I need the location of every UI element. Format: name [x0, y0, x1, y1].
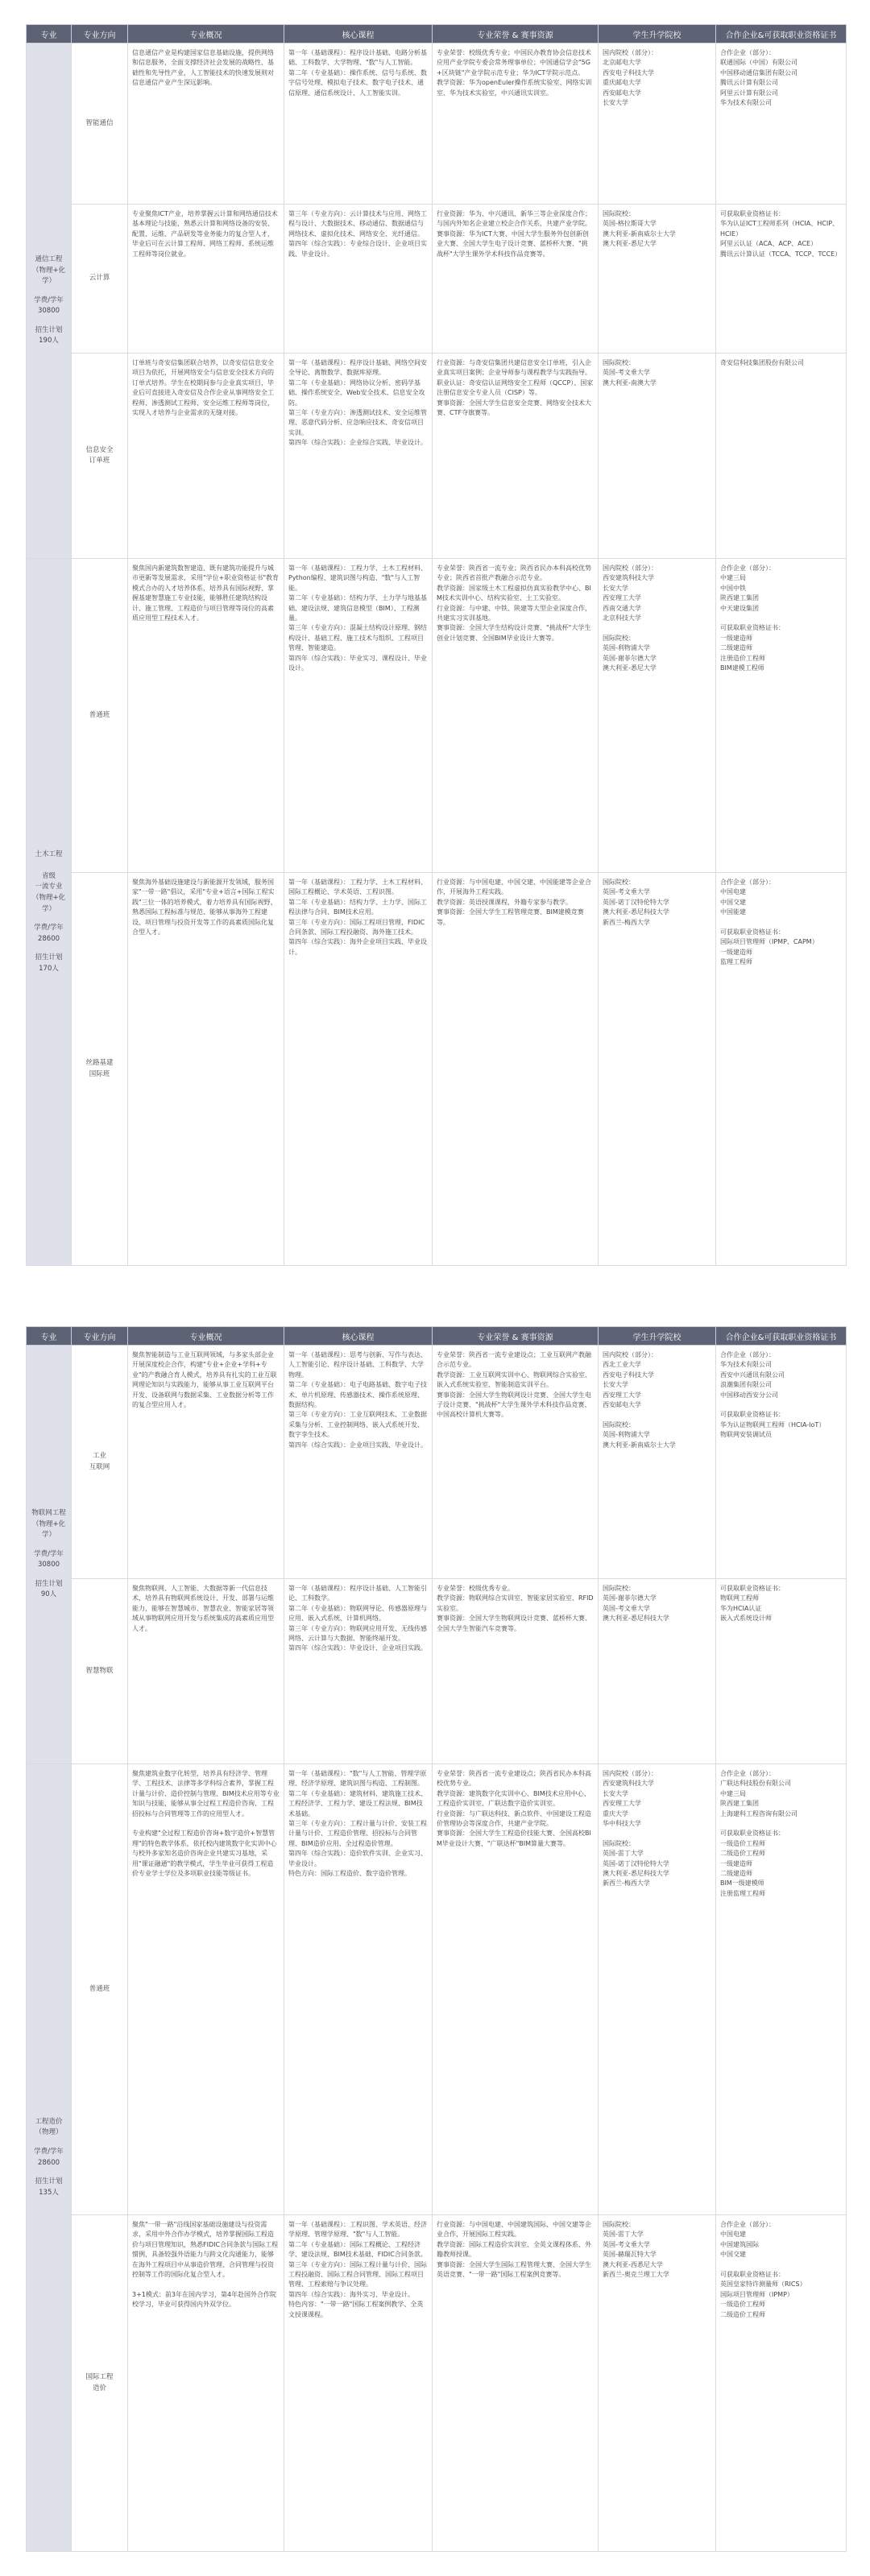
- major-quota: 招生计划 90人: [35, 1579, 63, 1599]
- direction-universities: 国内院校（部分）： 北京邮电大学 西安电子科技大学 重庆邮电大学 西安邮电大学 长安大学: [599, 43, 716, 205]
- table-row: [27, 43, 847, 205]
- direction-enterprises: 合作企业（部分）： 中国电建 中国建筑国际 中国交建 可获取职业资格证书： 英国皇家特许测量师（RICS） 国际项目管理师（IPMP） 一级造价工程师 二级造价工程师: [716, 2215, 847, 2552]
- major-quota: 招生计划 190人: [35, 325, 63, 345]
- major-name: 土木工程 省级 一流专业 （物理+化学）: [31, 850, 66, 913]
- direction-courses: 第一年（基础课程）：程序设计基础、网络空间安全导论、离散数学、数据库原理。 第二年（专业基础）：网络协议分析、密码学基础、操作系统安全、Web安全技术、信息安全攻防。 第三年（专业方向）：渗透测试技术、安全运维管理、恶意代码分析、应急响应技术、奇安信项目实训。 第四年（综合实践）：企业综合实践、毕业设计。: [284, 354, 433, 559]
- direction-overview: 聚焦海外基础设施建设与新能源开发领域，服务国家"一带一路"倡议，采用"专业+语言+国际工程实践"三位一体的培养模式，着力培养具有国际视野、熟悉国际工程标准与规范、能够从事海外工程建设、项目管理与投资开发等工作的高素质国际化复合型人才。: [128, 873, 284, 1266]
- direction-enterprises: 合作企业（部分）： 广联达科技股份有限公司 中建三局 陕西建工集团 上海建科工程咨询有限公司 可获取职业资格证书： 一级造价工程师 二级造价工程师 一级建造师 二级建造师 BIM一级建模师 注册监理工程师: [716, 1764, 847, 2215]
- direction-honors: 专业荣誉：陕西省一流专业建设点；工业互联网产教融合示范专业。 教学资源：工业互联网实训中心、物联网综合实验室、嵌入式系统实验室、智能制造实训平台。 赛事资源：全国大学生物联网设计竞赛、全国大学生电子设计竞赛、"挑战杯"大学生课外学术科技作品竞赛、中国高校计算机大赛等。: [433, 1346, 599, 1579]
- header-major: 专业: [27, 25, 72, 43]
- major-cell: [27, 1346, 72, 1764]
- direction-name: 云计算: [72, 205, 128, 354]
- major-tuition: 学费/学年 28600: [34, 2147, 64, 2167]
- program-table: [26, 24, 847, 1266]
- direction-honors: 行业资源：华为、中兴通讯、新华三等企业深度合作；与国内外知名企业建立校企合作关系，共建产业学院。 赛事资源：华为ICT大赛、中国大学生服务外包创新创业大赛、全国大学生电子设计竞赛、蓝桥杯大赛、"挑战杯"大学生课外学术科技作品竞赛等。: [433, 205, 599, 354]
- direction-courses: 第三年（专业方向）：云计算技术与应用、网络工程与设计、大数据技术、移动通信、数据通信与网络技术、虚拟化技术、网络安全、光纤通信。 第四年（综合实践）：专业综合设计、企业项目实践、毕业设计。: [284, 205, 433, 354]
- direction-courses: 第一年（基础课程）：工程识图、学术英语、经济学原理、管理学原理、"数"与人工智能。 第二年（专业基础）：国际工程概论、工程经济学、建设法规、BIM技术基础、FIDIC合同条款。 第三年（专业方向）：国际工程计量与计价、国际工程投融资、国际工程合同管理、国际工程项目管理、工程索赔与争议处理。 第四年（综合实践）：海外实习、毕业设计。 特色内容："一带一路"国际工程案例教学、全英文授课课程。: [284, 2215, 433, 2552]
- direction-name: 智能通信: [72, 43, 128, 205]
- table-row: [27, 354, 847, 559]
- direction-overview: 信息通信产业是构建国家信息基础设施，提供网络和信息服务，全面支撑经济社会发展的战略性、基础性和先导性产业，人工智能技术的快速发展则对信息通信产业产生深远影响。: [128, 43, 284, 205]
- direction-universities: 国内院校（部分）： 西北工业大学 西安电子科技大学 长安大学 西安理工大学 西安邮电大学 国际院校： 英国-利物浦大学 澳大利亚-新南威尔士大学: [599, 1346, 716, 1579]
- header-overview: 专业概况: [128, 1327, 284, 1346]
- table-row: [27, 559, 847, 873]
- direction-universities: 国际院校： 英国-格拉斯哥大学 澳大利亚-新南威尔士大学 澳大利亚-悉尼大学: [599, 205, 716, 354]
- direction-enterprises: 合作企业（部分）： 中建三局 中国中铁 陕西建工集团 中天建设集团 可获取职业资格证书： 一级建造师 二级建造师 注册造价工程师 BIM建模工程师: [716, 559, 847, 873]
- table-row: [27, 873, 847, 1266]
- direction-honors: 专业荣誉：校级优秀专业；中国民办教育协会信息技术应用产业学院专委会常务理事单位；中国通信学会"5G+区块链"产业学院示范专业；华为ICT学院示范点。 教学资源：华为openEuler操作系统实验室、网络实训室、华为技术实验室，中兴通讯实训室。: [433, 43, 599, 205]
- direction-courses: 第一年（基础课程）：思考与创新、写作与表达、人工智能引论、程序设计基础、工科数学、大学物理。 第二年（专业基础）：电子电路基础、数字电子技术、单片机原理、传感器技术、操作系统原理、数据结构。 第三年（专业方向）：工业互联网技术、工业数据采集与分析、工业控制网络、嵌入式系统开发、数字孪生技术。 第四年（综合实践）：企业项目实践、毕业设计。: [284, 1346, 433, 1579]
- header-enterprises: 合作企业&可获取职业资格证书: [716, 25, 847, 43]
- direction-courses: 第一年（基础课程）：工程力学、土木工程材料、Python编程、建筑识图与构造、"数"与人工智能。 第二年（专业基础）：结构力学、土力学与地基基础、建设法规、建筑信息模型（BIM）、工程测量。 第三年（专业方向）：混凝土结构设计原理、钢结构设计、基础工程、施工技术与组织、工程项目管理、智能建造。 第四年（综合实践）：毕业实习、课程设计、毕业设计。: [284, 559, 433, 873]
- direction-enterprises: 可获取职业资格证书： 物联网工程师 华为HCIA认证 嵌入式系统设计师: [716, 1579, 847, 1764]
- direction-overview: 专业聚焦ICT产业，培养掌握云计算和网络通信技术基本理论与技能，熟悉云计算和网络设备的安装、配置、运维、产品研发等业务能力的复合型人才，毕业后可在云计算工程师、网络工程师、系统运维工程师等岗位就业。: [128, 205, 284, 354]
- table-row: [27, 205, 847, 354]
- header-direction: 专业方向: [72, 1327, 128, 1346]
- header-courses: 核心课程: [284, 25, 433, 43]
- table-row: [27, 1579, 847, 1764]
- table-header-row: [27, 25, 847, 43]
- table-row: [27, 1346, 847, 1579]
- header-universities: 学生升学院校: [599, 25, 716, 43]
- header-honors: 专业荣誉 & 赛事资源: [433, 1327, 599, 1346]
- major-tuition: 学费/学年 28600: [34, 924, 64, 943]
- direction-honors: 行业资源：与中国电建、中国建筑国际、中国交建等企业合作，开展国际工程实践。 教学资源：国际工程造价实训室、全英文课程体系、外籍教师授课。 赛事资源：全国大学生国际工程管理大赛、全国大学生英语竞赛、"一带一路"国际工程案例竞赛等。: [433, 2215, 599, 2552]
- major-tuition: 学费/学年 30800: [34, 1549, 64, 1569]
- major-quota: 招生计划 170人: [35, 953, 63, 973]
- direction-overview: 订单班与奇安信集团联合培养，以奇安信信息安全项目为依托，开展网络安全与信息安全技术方向的订单式培养。学生在校期间参与企业真实项目，毕业后可直接进入奇安信及合作企业从事网络安全工程师、渗透测试工程师、安全运维工程师等岗位，实现人才培养与企业需求的无缝对接。: [128, 354, 284, 559]
- program-table-block-1: [26, 24, 846, 1264]
- direction-name: 工业 互联网: [72, 1346, 128, 1579]
- major-name: 物联网工程 （物理+化学）: [31, 1508, 66, 1540]
- direction-name: 国际工程 造价: [72, 2215, 128, 2552]
- direction-courses: 第一年（基础课程）：程序设计基础、电路分析基础、工科数学、大学物理、"数"与人工智能。 第二年（专业基础）：操作系统、信号与系统、数字信号处理、模拟电子技术、数字电子技术、通信原理、通信系统设计、人工智能实训。: [284, 43, 433, 205]
- major-cell: [27, 559, 72, 1266]
- direction-name: 智慧物联: [72, 1579, 128, 1764]
- major-tuition: 学费/学年 30800: [34, 296, 64, 316]
- direction-universities: 国内院校（部分）： 西安建筑科技大学 长安大学 西安理工大学 重庆大学 华中科技大学 国际院校： 英国-雷丁大学 英国-诺丁汉特伦特大学 澳大利亚-悉尼科技大学 新西兰-梅西大学: [599, 1764, 716, 2215]
- direction-overview: 聚焦物联网、人工智能、大数据等新一代信息技术，培养具有物联网系统设计、开发、部署与运维能力，能够在智慧城市、智慧农业、智能家居等领域从事物联网应用开发与系统集成的高素质应用型人才。: [128, 1579, 284, 1764]
- table-row: [27, 1764, 847, 2215]
- direction-enterprises: 合作企业（部分）： 中国电建 中国交建 中国能建 可获取职业资格证书： 国际项目管理师（IPMP、CAPM） 一级建造师 监理工程师: [716, 873, 847, 1266]
- table-header-row: [27, 1327, 847, 1346]
- direction-overview: 聚焦建筑业数字化转型，培养具有经济学、管理学、工程技术、法律等多学科综合素养，掌握工程计量与计价、造价控制与管理、BIM技术应用等专业知识与技能，能够从事全过程工程造价咨询、工程招投标与合同管理等工作的应用型人才。 专业构建"全过程工程造价咨询+数字造价+智慧管理"的特色教学体系，依托校内建筑数字化实训中心与校外多家知名造价咨询企业共建实习基地，采用"课证融通"的教学模式，学生毕业可获得工程造价专业学士学位及多项职业技能等级证书。: [128, 1764, 284, 2215]
- direction-universities: 国内院校（部分）： 西安建筑科技大学 长安大学 西安理工大学 西南交通大学 北京科技大学 国际院校： 英国-利物浦大学 英国-谢菲尔德大学 澳大利亚-悉尼大学: [599, 559, 716, 873]
- direction-enterprises: 合作企业（部分）： 联通国际（中国）有限公司 中国移动通信集团有限公司 腾讯云计算有限公司 阿里云计算有限公司 华为技术有限公司: [716, 43, 847, 205]
- major-name: 通信工程 （物理+化学）: [31, 254, 66, 286]
- direction-courses: 第一年（基础课程）："数"与人工智能、管理学原理、经济学原理、建筑识图与构造、工程制图。 第二年（专业基础）：建筑材料、建筑施工技术、工程经济学、工程力学、建设工程法规、BIM技术基础。 第三年（专业方向）：工程计量与计价、安装工程计量与计价、工程造价管理、招投标与合同管理、BIM造价应用、全过程造价管理。 第四年（综合实践）：造价软件实训、企业实习、毕业设计。 特色方向：国际工程造价、数字造价管理。: [284, 1764, 433, 2215]
- header-enterprises: 合作企业&可获取职业资格证书: [716, 1327, 847, 1346]
- direction-universities: 国际院校： 英国-谢菲尔德大学 英国-考文垂大学 澳大利亚-悉尼科技大学: [599, 1579, 716, 1764]
- direction-enterprises: 奇安信科技集团股份有限公司: [716, 354, 847, 559]
- direction-honors: 行业资源：与奇安信集团共建信息安全订单班，引入企业真实项目案例；企业导师参与课程教学与实践指导。 职业认证：奇安信认证网络安全工程师（QCCP）、国家注册信息安全专业人员（CISP）等。 赛事资源：全国大学生信息安全竞赛、网络安全技术大赛、CTF夺旗赛等。: [433, 354, 599, 559]
- direction-name: 普通班: [72, 559, 128, 873]
- header-courses: 核心课程: [284, 1327, 433, 1346]
- header-direction: 专业方向: [72, 25, 128, 43]
- major-cell: [27, 1764, 72, 2552]
- direction-overview: 聚焦国内新建筑数智建造、既有建筑功能提升与城市更新等发展需求，采用"学位+职业资格证书"教育模式合办的人才培养体系，培养具有国际视野、掌握基建智慧施工专业技能，能够胜任建筑结构设计、施工管理、工程造价与项目管理等岗位的高素质应用型工程技术人才。: [128, 559, 284, 873]
- direction-universities: 国际院校： 英国-雷丁大学 英国-考文垂大学 英国-赫瑞瓦特大学 澳大利亚-西悉尼大学 新西兰-奥克兰理工大学: [599, 2215, 716, 2552]
- table-row: [27, 2215, 847, 2552]
- direction-universities: 国际院校： 英国-考文垂大学 澳大利亚-南澳大学: [599, 354, 716, 559]
- direction-overview: 聚焦智能制造与工业互联网领域，与多家头部企业开展深度校企合作，构建"专业+企业+学科+专业"的产教融合育人模式，培养具有扎实的工业互联网理论知识与实践能力，能够从事工业互联网平台开发、设备联网与数据采集、工业数据分析等工作的复合型应用人才。: [128, 1346, 284, 1579]
- direction-enterprises: 可获取职业资格证书： 华为认证ICT工程师系列（HCIA、HCIP、HCIE） 阿里云认证（ACA、ACP、ACE） 腾讯云计算认证（TCCA、TCCP、TCCE）: [716, 205, 847, 354]
- header-overview: 专业概况: [128, 25, 284, 43]
- direction-courses: 第一年（基础课程）：工程力学、土木工程材料、国际工程概论、学术英语、工程识图。 第二年（专业基础）：结构力学、土力学、国际工程法律与合同、BIM技术应用。 第三年（专业方向）：国际工程项目管理、FIDIC合同条款、国际工程投融资、海外施工技术。 第四年（综合实践）：海外企业项目实践、毕业设计。: [284, 873, 433, 1266]
- header-universities: 学生升学院校: [599, 1327, 716, 1346]
- direction-courses: 第一年（基础课程）：程序设计基础、人工智能引论、工科数学。 第二年（专业基础）：物联网导论、传感器原理与应用、嵌入式系统、计算机网络。 第三年（专业方向）：物联网应用开发、无线传感网络、云计算与大数据、智能终端开发。 第四年（综合实践）：毕业设计、企业项目实践。: [284, 1579, 433, 1764]
- direction-honors: 专业荣誉：陕西省一流专业；陕西省民办本科高校优势专业；陕西省首批产教融合示范专业。 教学资源：国家级土木工程虚拟仿真实验教学中心、BIM技术实训中心、结构实验室、土工实验室。 行业资源：与中建、中铁、陕建等大型企业深度合作，共建实习实训基地。 赛事资源：全国大学生结构设计竞赛、"挑战杯"大学生创业计划竞赛、全国BIM毕业设计大赛等。: [433, 559, 599, 873]
- direction-overview: 聚焦"一带一路"沿线国家基础设施建设与投资需求，采用中外合作办学模式，培养掌握国际工程造价与项目管理知识，熟悉FIDIC合同条款与国际工程惯例，具备较强外语能力与跨文化沟通能力，能够在海外工程项目中从事造价管理、合同管理与投资控制等工作的国际化复合型人才。 3+1模式：前3年在国内学习，第4年赴国外合作院校学习，毕业可获得国内外双学位。: [128, 2215, 284, 2552]
- direction-name: 丝路基建 国际班: [72, 873, 128, 1266]
- direction-honors: 行业资源：与中国电建、中国交建、中国能建等企业合作，开展海外工程实践。 教学资源：英语授课课程，外籍专家参与教学。 赛事资源：全国大学生工程管理竞赛、BIM建模竞赛等。: [433, 873, 599, 1266]
- major-cell: [27, 43, 72, 559]
- direction-universities: 国际院校： 英国-考文垂大学 英国-诺丁汉特伦特大学 澳大利亚-悉尼科技大学 新西兰-梅西大学: [599, 873, 716, 1266]
- major-quota: 招生计划 135人: [35, 2177, 63, 2197]
- header-honors: 专业荣誉 & 赛事资源: [433, 25, 599, 43]
- direction-honors: 专业荣誉：校级优秀专业。 教学资源：物联网综合实训室、智能家居实验室、RFID实验室。 赛事资源：全国大学生物联网设计竞赛、蓝桥杯大赛、全国大学生智能汽车竞赛等。: [433, 1579, 599, 1764]
- major-name: 工程造价 （物理）: [35, 2117, 63, 2137]
- direction-name: 信息安全 订单班: [72, 354, 128, 559]
- direction-enterprises: 合作企业（部分）： 华为技术有限公司 西安中兴通讯有限公司 浪潮集团有限公司 中国移动西安分公司 可获取职业资格证书： 华为认证物联网工程师（HCIA-IoT） 物联网安装调试员: [716, 1346, 847, 1579]
- program-table: [26, 1326, 847, 2552]
- direction-name: 普通班: [72, 1764, 128, 2215]
- direction-honors: 专业荣誉：陕西省一流专业建设点；陕西省民办本科高校优势专业。 教学资源：建筑数字化实训中心、BIM技术应用中心、工程造价实训室、广联达数字造价实训室。 行业资源：与广联达科技、新点软件、中国建设工程造价管理协会等深度合作，共建产业学院。 赛事资源：全国大学生工程造价技能大赛、全国高校BIM毕业设计大赛、"广联达杯"BIM算量大赛等。: [433, 1764, 599, 2215]
- program-table-block-2: [26, 1326, 846, 2550]
- header-major: 专业: [27, 1327, 72, 1346]
